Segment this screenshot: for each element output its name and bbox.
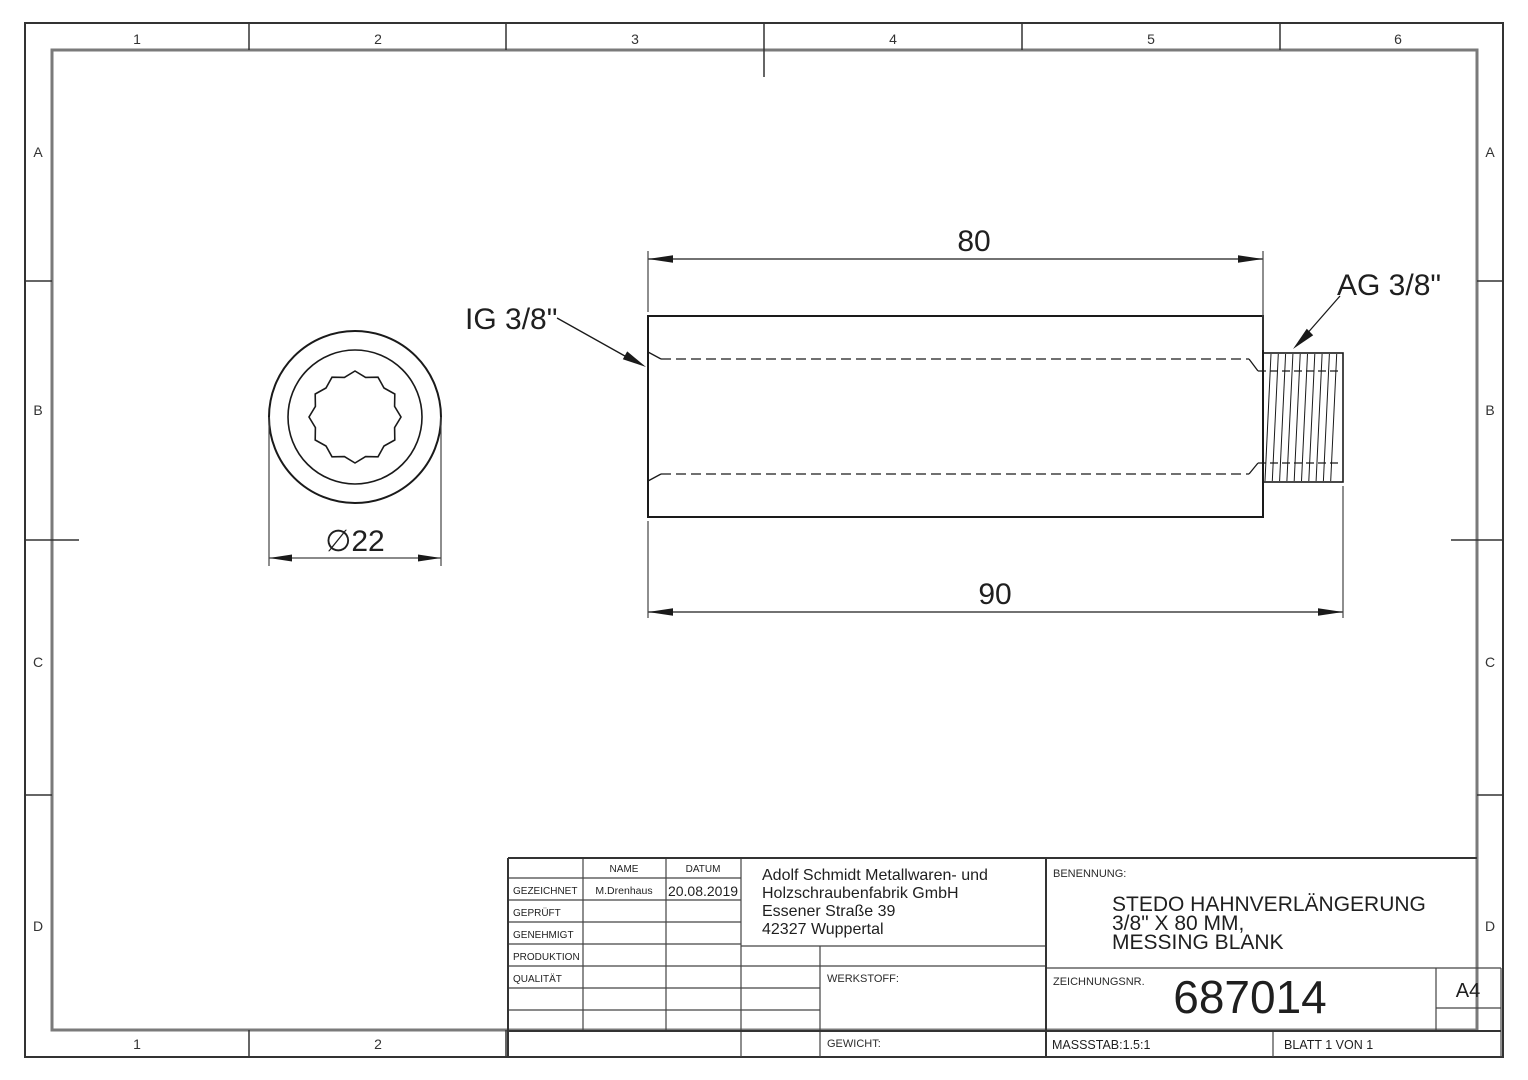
zone-row-d-left: D <box>32 918 44 934</box>
zone-row-c-left: C <box>32 654 44 670</box>
part-title-line-2: 3/8" X 80 MM, <box>1112 912 1245 935</box>
company-line-4: 42327 Wuppertal <box>762 921 884 938</box>
body-outline <box>648 316 1263 517</box>
approval-table <box>513 864 738 985</box>
werkstoff-label: WERKSTOFF: <box>827 973 899 985</box>
dimension-diameter-22 <box>269 417 441 566</box>
zeichnungsnr-box <box>1053 971 1327 1023</box>
blatt-text: BLATT 1 VON 1 <box>1284 1038 1374 1052</box>
length-80-dim-text: 80 <box>957 225 991 258</box>
company-address <box>762 867 988 938</box>
gezeichnet-name: M.Drenhaus <box>595 885 653 897</box>
zone-col-1-bottom: 1 <box>133 1036 141 1052</box>
zone-col-2-top: 2 <box>374 31 382 47</box>
leader-arrow <box>623 351 646 367</box>
side-view <box>465 225 1441 618</box>
part-title-line-3: MESSING BLANK <box>1112 931 1284 954</box>
drawing-number: 687014 <box>1173 971 1327 1023</box>
row-label-produktion: PRODUKTION <box>513 952 580 963</box>
external-thread-lines <box>1265 354 1337 481</box>
date-header: DATUM <box>685 864 721 875</box>
sheet-format: A4 <box>1455 980 1481 1002</box>
zone-col-2-bottom: 2 <box>374 1036 382 1052</box>
note-internal-thread <box>465 303 646 367</box>
dim-arrow-right <box>1238 255 1263 263</box>
row-label-qualitaet: QUALITÄT <box>513 974 562 985</box>
zone-col-4-top: 4 <box>889 31 897 47</box>
row-label-genehmigt: GENEHMIGT <box>513 930 574 941</box>
note-external-thread <box>1293 269 1441 349</box>
dim-arrow-right <box>1318 608 1343 616</box>
zone-row-d-right: D <box>1484 918 1496 934</box>
zone-col-1-top: 1 <box>133 31 141 47</box>
zone-row-b-right: B <box>1485 402 1495 418</box>
dim-arrow-right <box>418 555 441 562</box>
part-title-line-1: STEDO HAHNVERLÄNGERUNG <box>1112 893 1426 916</box>
internal-thread-label: IG 3/8" <box>465 303 558 336</box>
twelve-point-socket-profile <box>309 371 401 463</box>
length-90-dim-text: 90 <box>978 578 1012 611</box>
name-header: NAME <box>609 864 639 875</box>
zone-row-a-right: A <box>1485 144 1495 160</box>
gewicht-label: GEWICHT: <box>827 1038 881 1050</box>
benennung-label: BENENNUNG: <box>1053 868 1127 880</box>
outer-diameter-circle <box>269 331 441 503</box>
company-line-2: Holzschraubenfabrik GmbH <box>762 885 959 902</box>
dim-arrow-left <box>269 555 292 562</box>
company-line-1: Adolf Schmidt Metallwaren- und <box>762 867 988 884</box>
dimension-length-80 <box>648 225 1263 350</box>
massstab-text: MASSSTAB:1.5:1 <box>1052 1038 1151 1052</box>
benennung-box <box>1053 868 1426 954</box>
zone-row-a-left: A <box>33 144 43 160</box>
leader-arrow <box>1293 329 1313 349</box>
dim-arrow-left <box>648 608 673 616</box>
dimension-length-90 <box>648 486 1343 618</box>
zone-row-c-right: C <box>1484 654 1496 670</box>
zone-col-3-top: 3 <box>631 31 639 47</box>
zone-col-5-top: 5 <box>1147 31 1155 47</box>
gezeichnet-date: 20.08.2019 <box>667 883 739 899</box>
title-block <box>508 858 1501 1057</box>
zone-col-6-top: 6 <box>1394 31 1402 47</box>
front-view <box>269 331 441 566</box>
zeichnungsnr-label: ZEICHNUNGSNR. <box>1053 976 1145 988</box>
zone-row-b-left: B <box>33 402 43 418</box>
internal-thread-hidden-lines <box>648 352 1339 481</box>
dim-arrow-left <box>648 255 673 263</box>
external-thread-label: AG 3/8" <box>1337 269 1442 302</box>
row-label-gezeichnet: GEZEICHNET <box>513 886 578 897</box>
company-line-3: Essener Straße 39 <box>762 903 896 920</box>
diameter-dim-text: ∅22 <box>325 525 385 558</box>
title-block-lines <box>508 858 1501 1057</box>
row-label-geprueft: GEPRÜFT <box>513 908 561 919</box>
